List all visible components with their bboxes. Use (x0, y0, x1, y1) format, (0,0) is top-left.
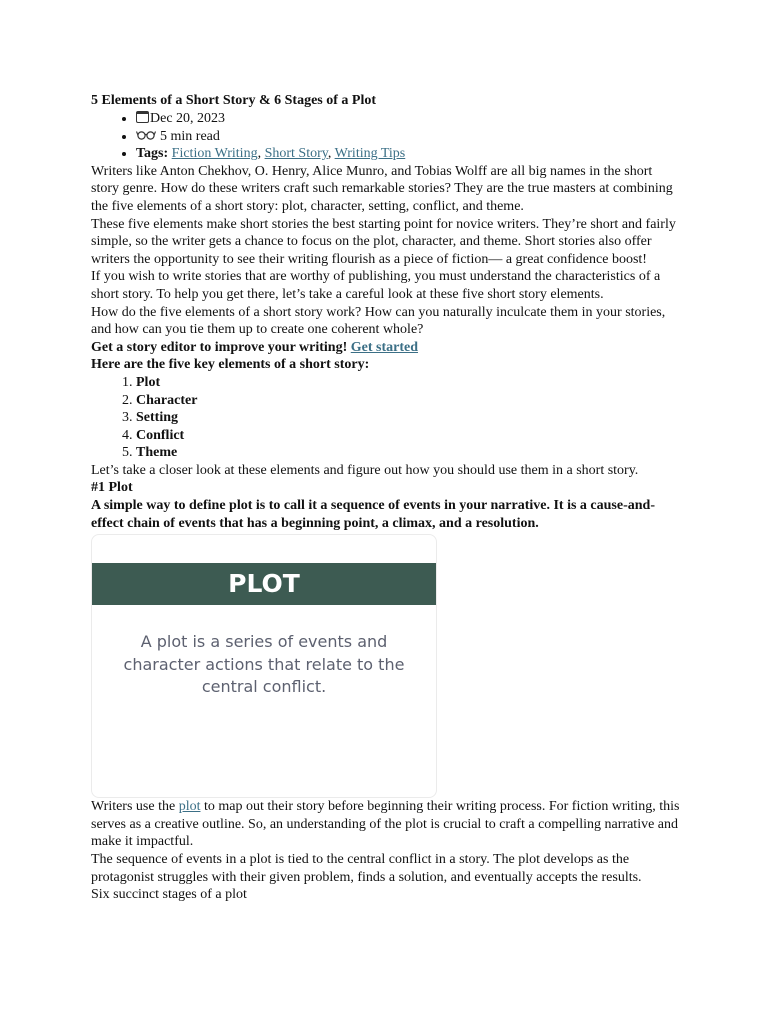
list-item: 2. Character (136, 392, 681, 410)
plot-paragraph: The sequence of events in a plot is tied to the central conflict in a story. The plot develops as the protagonist struggles with their given problem, finds a solution, and eventually accepts the results. (91, 852, 642, 885)
list-item: 5. Theme (136, 444, 681, 462)
article (91, 92, 681, 904)
section-heading: #1 Plot (91, 480, 133, 496)
intro-paragraph: Writers like Anton Chekhov, O. Henry, Alice Munro, and Tobias Wolff are all big names in the short story genre. How do these writers craft such remarkable stories? They are the true masters at combining the five elements of a short story: plot, character, setting, conflict, and theme. (91, 163, 673, 214)
plot-link[interactable]: plot (178, 799, 201, 815)
list-item: 1. Plot (136, 374, 681, 392)
list-item: 4. Conflict (136, 427, 681, 445)
date-text: Dec 20, 2023 (150, 111, 226, 126)
glasses-icon (136, 129, 158, 141)
tag-link[interactable]: Fiction Writing (171, 146, 258, 162)
after-list-paragraph: Let’s take a closer look at these elements and figure out how you should use them in a short story. (91, 462, 639, 478)
meta-date (136, 110, 681, 128)
intro-paragraph: These five elements make short stories the best starting point for novice writers. They’re short and fairly simple, so the writer gets a chance to focus on the plot, character, and theme. Short stories also offer writers the opportunity to see their writing flourish as a piece of fiction— a great confidence boost! (91, 216, 676, 267)
elements-list (91, 374, 681, 462)
list-item: 3. Setting (136, 409, 681, 427)
elements-heading: Here are the five key elements of a short story: (91, 357, 370, 373)
intro-paragraph: If you wish to write stories that are worthy of publishing, you must understand the characteristics of a short story. To help you get there, let’s take a careful look at these five short story elements. (91, 269, 661, 302)
tag-link[interactable]: Short Story (264, 146, 328, 162)
read-time-text: 5 min read (160, 128, 220, 144)
get-started-link[interactable]: Get started (350, 339, 419, 355)
cta-text: Get a story editor to improve your writing! (91, 339, 351, 355)
meta-read-time (136, 128, 681, 146)
plot-image (91, 534, 437, 798)
plot-paragraph: Writers use the plot to map out their story before beginning their writing process. For fiction writing, this serves as a creative outline. So, an understanding of the plot is crucial to craft a compelling narrative and make it impactful. (91, 799, 680, 850)
section-intro: A simple way to define plot is to call it a sequence of events in your narrative. It is a cause-and-effect chain of events that has a beginning point, a climax, and a resolution. (91, 498, 655, 531)
tags-label: Tags: (136, 146, 169, 162)
plot-image-caption: A plot is a series of events and character actions that relate to the central conflict. (123, 632, 405, 697)
article-meta (91, 110, 681, 163)
article-title: 5 Elements of a Short Story & 6 Stages of a Plot (91, 93, 377, 108)
meta-tags: • Tags: Fiction Writing, Short Story, Writing Tips (136, 145, 681, 163)
stages-heading: Six succinct stages of a plot (91, 887, 247, 903)
calendar-icon (136, 111, 149, 123)
cta-line (91, 339, 681, 357)
intro-paragraph: How do the five elements of a short story work? How can you naturally inculcate them in your stories, and how can you tie them up to create one coherent whole? (91, 304, 666, 338)
plot-image-heading: PLOT (92, 563, 436, 605)
tag-link[interactable]: Writing Tips (334, 146, 406, 162)
